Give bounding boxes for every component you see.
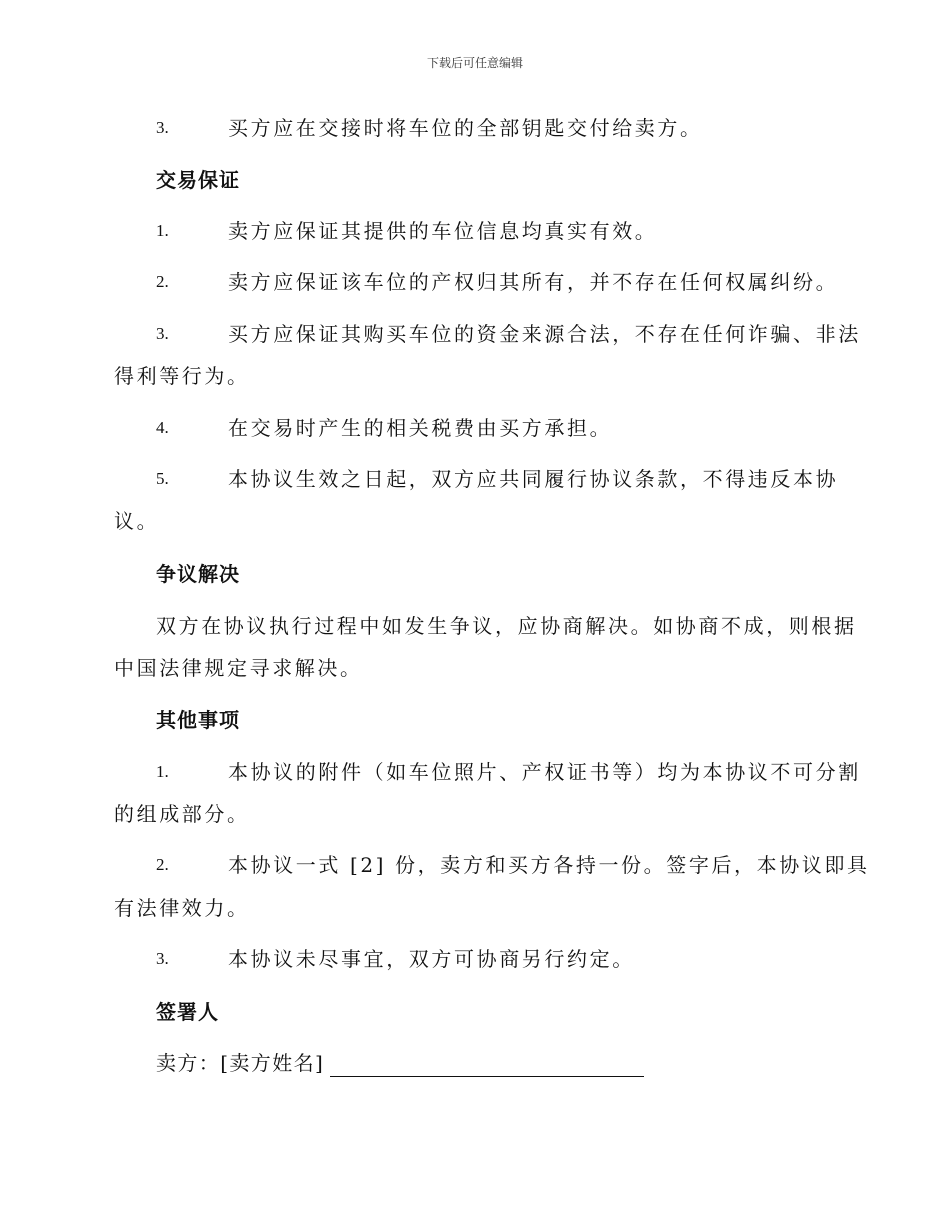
page-header: 下载后可任意编辑 xyxy=(426,56,523,70)
seller-signature-line xyxy=(156,1049,876,1077)
item-number: 3. xyxy=(156,118,169,137)
section-title-other: 其他事项 xyxy=(156,708,240,732)
section-title-dispute: 争议解决 xyxy=(156,562,240,586)
item-text: 买方应在交接时将车位的全部钥匙交付给卖方。 xyxy=(228,116,703,140)
section-title-guarantee: 交易保证 xyxy=(156,168,240,192)
item-text: 在交易时产生的相关税费由买方承担。 xyxy=(228,416,613,440)
item-number: 2. xyxy=(156,272,169,291)
item-text: 本协议的附件（如车位照片、产权证书等）均为本协议不可分割 xyxy=(228,760,861,784)
item-text: 买方应保证其购买车位的资金来源合法，不存在任何诈骗、非法 xyxy=(228,322,861,346)
item-text: 本协议生效之日起，双方应共同履行协议条款，不得违反本协 xyxy=(228,467,839,491)
item-number: 5. xyxy=(156,469,169,488)
item-text: 卖方应保证该车位的产权归其所有，并不存在任何权属纠纷。 xyxy=(228,270,839,294)
item-number: 3. xyxy=(156,949,169,968)
dispute-paragraph-line-1: 双方在协议执行过程中如发生争议，应协商解决。如协商不成，则根据 xyxy=(156,614,857,638)
section-title-signatory: 签署人 xyxy=(156,1000,219,1024)
seller-label: 卖方：[卖方姓名] xyxy=(156,1051,325,1075)
item-text: 本协议一式 [2] 份，卖方和买方各持一份。签字后，本协议即具 xyxy=(228,853,870,877)
item-number: 4. xyxy=(156,418,169,437)
dispute-paragraph-line-2: 中国法律规定寻求解决。 xyxy=(114,656,363,680)
item-text: 本协议未尽事宜，双方可协商另行约定。 xyxy=(228,947,635,971)
item-number: 3. xyxy=(156,324,169,343)
other-item-1-continued: 的组成部分。 xyxy=(114,802,250,826)
item-number: 2. xyxy=(156,855,169,874)
other-item-2-continued: 有法律效力。 xyxy=(114,896,250,920)
guarantee-item-5-continued: 议。 xyxy=(114,509,160,533)
item-number: 1. xyxy=(156,762,169,781)
signature-blank[interactable] xyxy=(330,1054,644,1077)
item-text: 卖方应保证其提供的车位信息均真实有效。 xyxy=(228,219,658,243)
guarantee-item-3-continued: 得利等行为。 xyxy=(114,364,250,388)
item-number: 1. xyxy=(156,221,169,240)
